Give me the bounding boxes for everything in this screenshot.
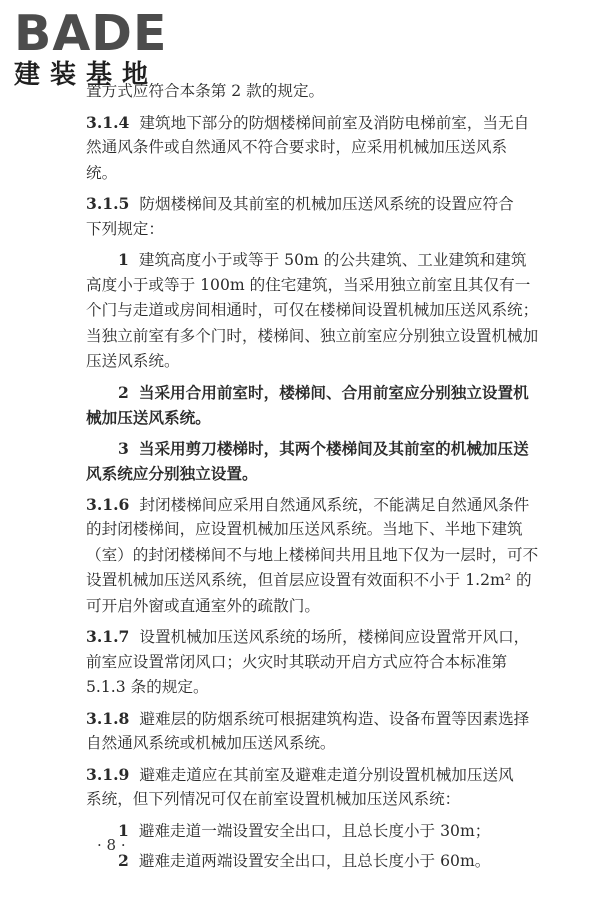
text-line: [86, 650, 556, 676]
list-item: [86, 247, 556, 375]
text-line: [86, 436, 556, 462]
text-line: [86, 79, 556, 105]
document-body: [86, 79, 556, 879]
list-item: [86, 848, 556, 874]
line-text: 设置机械加压送风系统的场所，楼梯间应设置常开风口，: [139, 628, 530, 646]
line-text: 前室应设置常闭风口；火灾时其联动开启方式应符合本标准第: [86, 652, 508, 671]
clause-number: 3.1.6: [86, 494, 130, 514]
text-line: [86, 787, 556, 813]
item-number: 2: [118, 851, 129, 870]
text-line: [86, 380, 556, 406]
logo-wordmark: BADE: [14, 5, 168, 62]
line-text: 当采用剪刀楼梯时，其两个楼梯间及其前室的机械加压送: [138, 438, 529, 458]
clause-paragraph: [86, 191, 556, 242]
text-line: [86, 247, 556, 273]
text-line: [86, 517, 556, 543]
text-line: [86, 161, 556, 187]
line-text: （室）的封闭楼梯间不与地上楼梯间共用且地下仅为一层时，可不: [86, 545, 539, 564]
clause-paragraph: [86, 110, 556, 187]
line-text: 然通风条件或自然通风不符合要求时，应采用机械加压送风系: [86, 138, 508, 156]
line-text: 可开启外窗或直通室外的疏散门。: [86, 596, 320, 615]
clause-paragraph: [86, 492, 556, 620]
text-line: [86, 568, 556, 594]
text-line: [86, 273, 556, 299]
text-line: [86, 492, 556, 518]
line-text: 设置机械加压送风系统，但首层应设置有效面积不小于 1.2m² 的: [86, 571, 532, 589]
line-text: 当独立前室有多个门时，楼梯间、独立前室应分别独立设置机械加: [86, 326, 539, 345]
text-line: [86, 762, 556, 788]
list-item: [86, 436, 556, 487]
text-line: [86, 594, 556, 620]
clause-paragraph: [86, 706, 556, 757]
text-line: [86, 543, 556, 569]
item-number: 3: [118, 438, 129, 458]
text-line: [86, 675, 556, 701]
logo-chinese-name: 建装基地: [14, 60, 159, 90]
list-item: [86, 818, 556, 844]
item-number: 2: [118, 382, 129, 402]
list-item: [86, 380, 556, 431]
text-line: [86, 349, 556, 375]
text-line: [86, 217, 556, 243]
text-line: [86, 818, 556, 844]
line-text: 当采用合用前室时，楼梯间、合用前室应分别独立设置机: [138, 382, 529, 402]
item-number: 1: [118, 250, 129, 269]
clause-number: 3.1.7: [86, 627, 130, 646]
line-text: 置方式应符合本条第 2 款的规定。: [86, 82, 325, 100]
line-text: 建筑高度小于或等于 50m 的公共建筑、工业建筑和建筑: [138, 251, 527, 269]
line-text: 防烟楼梯间及其前室的机械加压送风系统的设置应符合: [139, 195, 514, 213]
line-text: 系统，但下列情况可仅在前室设置机械加压送风系统：: [86, 790, 461, 808]
line-text: 压送风系统。: [86, 352, 180, 370]
clause-number: 3.1.5: [86, 194, 130, 213]
text-line: [86, 324, 556, 350]
line-text: 避难层的防烟系统可根据建筑构造、设备布置等因素选择: [139, 709, 530, 728]
text-line: [86, 731, 556, 757]
text-line: [86, 405, 556, 431]
line-text: 的封闭楼梯间，应设置机械加压送风系统。当地下、半地下建筑: [86, 520, 523, 538]
line-text: 械加压送风系统。: [86, 408, 211, 427]
line-text: 封闭楼梯间应采用自然通风系统，不能满足自然通风条件: [139, 495, 530, 514]
text-line: [86, 624, 556, 650]
clause-paragraph: [86, 762, 556, 813]
text-line: [86, 110, 556, 136]
line-text: 下列规定：: [86, 219, 164, 238]
item-number: 1: [118, 820, 129, 840]
page-number: · 8 ·: [97, 836, 126, 854]
text-line: [86, 191, 556, 217]
line-text: 建筑地下部分的防烟楼梯间前室及消防电梯前室，当无自: [139, 113, 530, 132]
text-line: [86, 135, 556, 161]
clause-number: 3.1.9: [86, 764, 130, 784]
line-text: 避难走道一端设置安全出口，且总长度小于 30m；: [138, 821, 491, 840]
text-line: [86, 848, 556, 874]
line-text: 避难走道应在其前室及避难走道分别设置机械加压送风: [139, 765, 514, 784]
clause-paragraph: [86, 624, 556, 701]
text-line: [86, 298, 556, 324]
line-text: 自然通风系统或机械加压送风系统。: [86, 734, 336, 752]
line-text: 高度小于或等于 100m 的住宅建筑，当采用独立前室且其仅有一: [86, 275, 531, 294]
line-text: 个门与走道或房间相通时，可仅在楼梯间设置机械加压送风系统；: [86, 301, 539, 319]
clause-number: 3.1.4: [86, 112, 130, 132]
line-text: 风系统应分别独立设置。: [86, 464, 258, 483]
paragraph: [86, 79, 556, 105]
line-text: 避难走道两端设置安全出口，且总长度小于 60m。: [138, 852, 491, 870]
line-text: 5.1.3 条的规定。: [86, 678, 209, 696]
text-line: [86, 461, 556, 487]
line-text: 统。: [86, 163, 118, 182]
text-line: [86, 706, 556, 732]
clause-number: 3.1.8: [86, 708, 130, 728]
